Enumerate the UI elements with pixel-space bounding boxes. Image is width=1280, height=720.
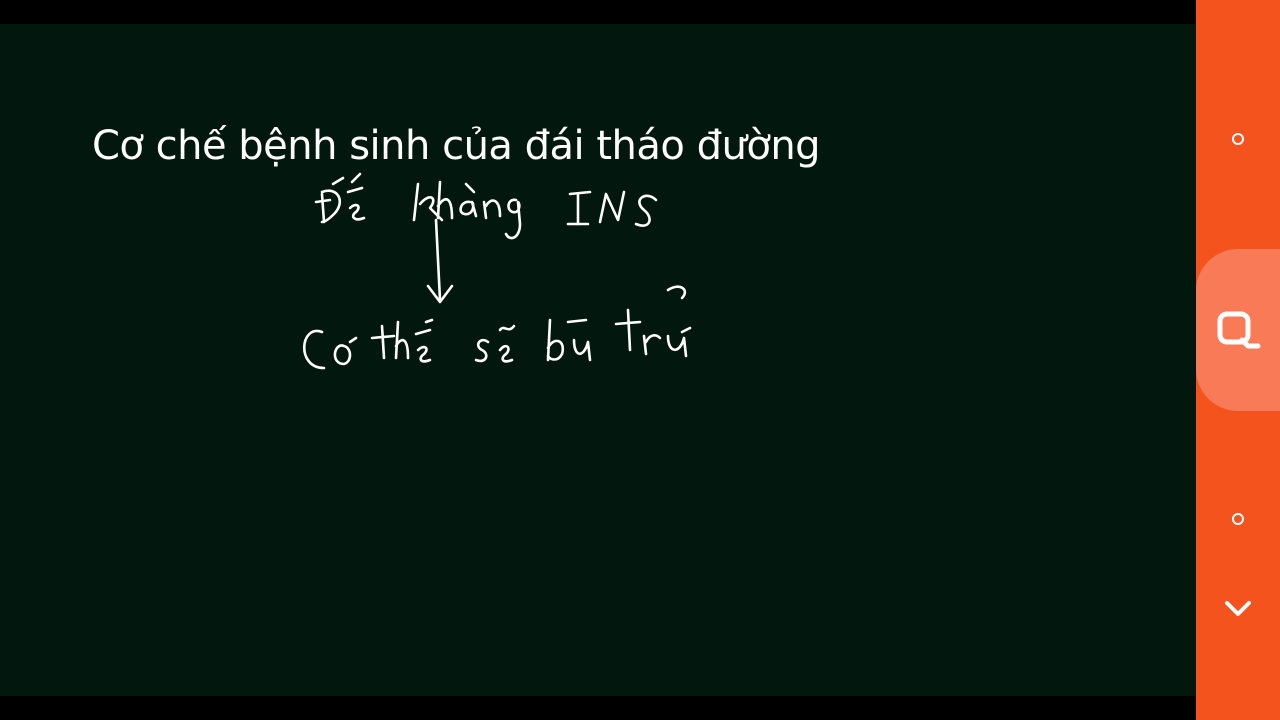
chevron-down-icon bbox=[1223, 599, 1253, 619]
toolbar-collapse-button[interactable] bbox=[1196, 579, 1280, 639]
bottom-letterbox bbox=[0, 696, 1196, 720]
magnifier-icon bbox=[1214, 306, 1262, 354]
circle-dot-icon bbox=[1232, 513, 1244, 525]
side-toolbar bbox=[1196, 0, 1280, 720]
circle-dot-icon bbox=[1232, 133, 1244, 145]
toolbar-dot-button-top[interactable] bbox=[1196, 109, 1280, 169]
slide-title: Cơ chế bệnh sinh của đái tháo đường bbox=[92, 123, 821, 169]
handwritten-notes bbox=[0, 24, 1196, 696]
handwritten-line-1 bbox=[316, 174, 656, 238]
handwritten-line-2 bbox=[304, 287, 690, 368]
toolbar-dot-button-bottom[interactable] bbox=[1196, 489, 1280, 549]
top-letterbox bbox=[0, 0, 1196, 24]
toolbar-search-button[interactable] bbox=[1196, 249, 1280, 411]
arrow-down bbox=[428, 220, 452, 302]
video-player[interactable] bbox=[0, 24, 1196, 696]
